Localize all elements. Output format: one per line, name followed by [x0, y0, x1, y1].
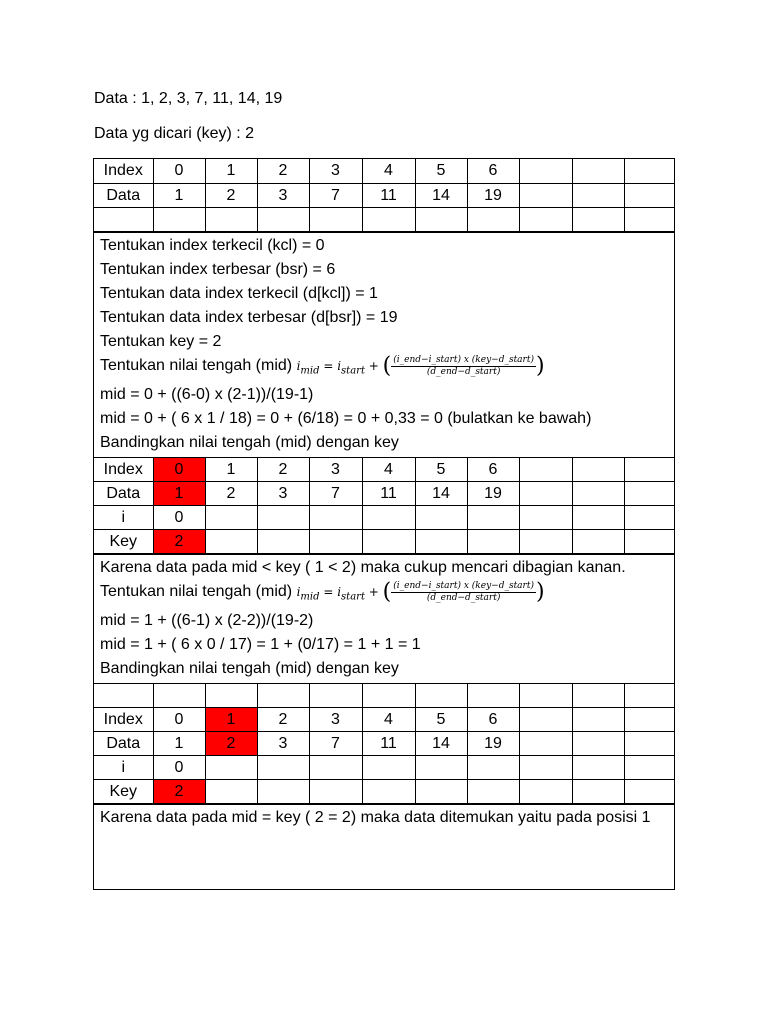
index-cell: 5 — [415, 159, 467, 183]
text-line: mid = 1 + ( 6 x 0 / 17) = 1 + (0/17) = 1 + 1 = 1 — [100, 636, 421, 654]
i-row — [94, 756, 675, 780]
data-cell — [519, 732, 572, 756]
empty-cell — [519, 207, 572, 231]
empty-cell — [572, 780, 624, 804]
data-cell — [624, 481, 675, 505]
empty-cell — [415, 207, 467, 231]
empty-cell — [415, 529, 467, 553]
index-cell: 3 — [309, 457, 362, 481]
data-cell: 7 — [309, 183, 362, 207]
data-cell: 19 — [467, 183, 519, 207]
mid-prefix: Tentukan nilai tengah (mid) — [100, 582, 293, 600]
empty-cell — [572, 756, 624, 780]
table-step2 — [94, 683, 675, 804]
text-line: Karena data pada mid = key ( 2 = 2) maka data ditemukan yaitu pada posisi 1 — [100, 809, 651, 827]
empty-cell — [624, 529, 675, 553]
empty-cell — [362, 207, 415, 231]
data-cell: 3 — [257, 732, 309, 756]
key-cell-highlighted: 2 — [153, 780, 205, 804]
empty-cell — [519, 529, 572, 553]
empty-cell — [205, 684, 257, 708]
empty-cell — [205, 505, 257, 529]
data-line: Data : 1, 2, 3, 7, 11, 14, 19 — [94, 90, 283, 107]
index-cell — [624, 708, 675, 732]
mid-formula-line — [100, 354, 668, 383]
index-cell: 0 — [153, 708, 205, 732]
empty-cell — [415, 756, 467, 780]
data-cell — [572, 481, 624, 505]
empty-cell — [257, 684, 309, 708]
data-cell — [572, 183, 624, 207]
i-cell: 0 — [153, 756, 205, 780]
data-row — [94, 183, 675, 207]
key-label: Key — [94, 529, 153, 553]
empty-cell — [153, 684, 205, 708]
data-cell: 2 — [205, 481, 257, 505]
index-cell: 4 — [362, 708, 415, 732]
i-label: i — [94, 756, 153, 780]
empty-cell — [309, 505, 362, 529]
empty-cell — [624, 780, 675, 804]
text-line: Tentukan data index terkecil (d[kcl]) = 1 — [100, 284, 378, 302]
empty-cell — [624, 756, 675, 780]
empty-cell — [624, 505, 675, 529]
empty-cell — [519, 505, 572, 529]
index-cell — [624, 159, 675, 183]
text-line: mid = 0 + ( 6 x 1 / 18) = 0 + (6/18) = 0 + 0,33 = 0 (bulatkan ke bawah) — [100, 409, 592, 427]
index-label: Index — [94, 457, 153, 481]
empty-cell — [153, 207, 205, 231]
index-cell: 5 — [415, 457, 467, 481]
empty-cell — [624, 684, 675, 708]
index-cell: 1 — [205, 159, 257, 183]
key-label: Key — [94, 780, 153, 804]
empty-cell — [519, 780, 572, 804]
step2-explanation — [94, 554, 674, 683]
mid-formula-line — [100, 580, 668, 609]
data-cell: 14 — [415, 732, 467, 756]
data-cell: 11 — [362, 732, 415, 756]
step1-explanation — [94, 232, 674, 457]
empty-cell — [257, 756, 309, 780]
data-cell — [572, 732, 624, 756]
data-cell: 19 — [467, 481, 519, 505]
data-cell — [624, 183, 675, 207]
empty-cell — [94, 684, 153, 708]
empty-cell — [205, 529, 257, 553]
empty-cell — [309, 684, 362, 708]
empty-cell — [257, 505, 309, 529]
empty-cell — [309, 780, 362, 804]
index-cell: 2 — [257, 159, 309, 183]
data-cell: 14 — [415, 481, 467, 505]
empty-cell — [624, 207, 675, 231]
index-cell: 2 — [257, 457, 309, 481]
empty-row — [94, 684, 675, 708]
mid-formula: $i_{mid} = i_{start}$ + ( $\frac{\text{(i\_end−i\_start) x (key−d\_start)}}{\text{(d\_end−d\_start)}}$ ) — [296, 579, 545, 605]
text-line: Tentukan key = 2 — [100, 332, 222, 350]
empty-cell — [257, 529, 309, 553]
index-cell: 2 — [257, 708, 309, 732]
empty-cell — [362, 529, 415, 553]
index-cell: 5 — [415, 708, 467, 732]
text-line: Karena data pada mid < key ( 1 < 2) maka cukup mencari dibagian kanan. — [100, 558, 626, 576]
index-cell: 6 — [467, 159, 519, 183]
data-cell — [624, 732, 675, 756]
empty-cell — [415, 780, 467, 804]
i-row — [94, 505, 675, 529]
empty-cell — [257, 207, 309, 231]
empty-cell — [309, 529, 362, 553]
text-line: Tentukan index terbesar (bsr) = 6 — [100, 260, 336, 278]
index-cell: 3 — [309, 159, 362, 183]
index-cell: 1 — [205, 457, 257, 481]
index-row — [94, 159, 675, 183]
data-row — [94, 481, 675, 505]
empty-cell — [205, 756, 257, 780]
index-cell-highlighted: 1 — [205, 708, 257, 732]
empty-cell — [205, 780, 257, 804]
data-cell: 1 — [153, 732, 205, 756]
empty-cell — [572, 505, 624, 529]
index-cell — [519, 708, 572, 732]
index-row — [94, 457, 675, 481]
table-initial — [94, 159, 675, 232]
data-row — [94, 732, 675, 756]
empty-cell — [362, 780, 415, 804]
data-cell: 11 — [362, 481, 415, 505]
data-label: Data — [94, 732, 153, 756]
key-row — [94, 529, 675, 553]
index-cell: 0 — [153, 159, 205, 183]
text-line: Tentukan data index terbesar (d[bsr]) = 19 — [100, 308, 398, 326]
empty-cell — [415, 505, 467, 529]
mid-formula: $i_{mid} = i_{start}$ + ( $\frac{\text{(i\_end−i\_start) x (key−d\_start)}}{\text{(d\_end−d\_start)}}$ ) — [296, 353, 545, 378]
index-cell: 4 — [362, 159, 415, 183]
empty-cell — [572, 529, 624, 553]
index-cell: 6 — [467, 457, 519, 481]
empty-cell — [467, 529, 519, 553]
index-label: Index — [94, 708, 153, 732]
index-cell: 4 — [362, 457, 415, 481]
result-explanation — [94, 804, 674, 832]
empty-cell — [572, 207, 624, 231]
empty-cell — [415, 684, 467, 708]
empty-cell — [467, 780, 519, 804]
index-cell — [572, 457, 624, 481]
text-line: mid = 0 + ((6-0) x (2-1))/(19-1) — [100, 385, 314, 403]
index-cell: 3 — [309, 708, 362, 732]
data-cell: 7 — [309, 481, 362, 505]
data-cell — [519, 481, 572, 505]
empty-cell — [467, 207, 519, 231]
data-cell: 2 — [205, 183, 257, 207]
key-row — [94, 780, 675, 804]
text-line: Bandingkan nilai tengah (mid) dengan key — [100, 433, 399, 451]
key-line: Data yg dicari (key) : 2 — [94, 125, 255, 142]
index-cell — [572, 708, 624, 732]
empty-cell — [362, 684, 415, 708]
text-line: Tentukan index terkecil (kcl) = 0 — [100, 236, 325, 254]
i-cell: 0 — [153, 505, 205, 529]
data-cell — [519, 183, 572, 207]
search-table — [93, 158, 675, 890]
i-label: i — [94, 505, 153, 529]
empty-cell — [205, 207, 257, 231]
text-line: Bandingkan nilai tengah (mid) dengan key — [100, 660, 399, 678]
empty-cell — [467, 505, 519, 529]
data-cell: 3 — [257, 183, 309, 207]
data-cell: 3 — [257, 481, 309, 505]
empty-cell — [467, 684, 519, 708]
empty-cell — [309, 756, 362, 780]
index-cell — [624, 457, 675, 481]
empty-cell — [257, 780, 309, 804]
empty-cell — [94, 207, 153, 231]
data-label: Data — [94, 481, 153, 505]
empty-cell — [519, 684, 572, 708]
index-cell — [519, 159, 572, 183]
data-cell: 19 — [467, 732, 519, 756]
empty-cell — [519, 756, 572, 780]
key-cell-highlighted: 2 — [153, 529, 205, 553]
index-cell: 6 — [467, 708, 519, 732]
index-cell — [519, 457, 572, 481]
data-cell-highlighted: 1 — [153, 481, 205, 505]
data-label: Data — [94, 183, 153, 207]
table-step1 — [94, 457, 675, 554]
data-cell-highlighted: 2 — [205, 732, 257, 756]
empty-cell — [572, 684, 624, 708]
index-cell — [572, 159, 624, 183]
empty-cell — [362, 756, 415, 780]
data-cell: 11 — [362, 183, 415, 207]
empty-row — [94, 207, 675, 231]
text-line: mid = 1 + ((6-1) x (2-2))/(19-2) — [100, 612, 314, 630]
mid-prefix: Tentukan nilai tengah (mid) — [100, 356, 293, 374]
index-label: Index — [94, 159, 153, 183]
index-row — [94, 708, 675, 732]
data-cell: 7 — [309, 732, 362, 756]
empty-cell — [309, 207, 362, 231]
index-cell-highlighted: 0 — [153, 457, 205, 481]
empty-cell — [362, 505, 415, 529]
data-cell: 1 — [153, 183, 205, 207]
data-cell: 14 — [415, 183, 467, 207]
empty-cell — [467, 756, 519, 780]
